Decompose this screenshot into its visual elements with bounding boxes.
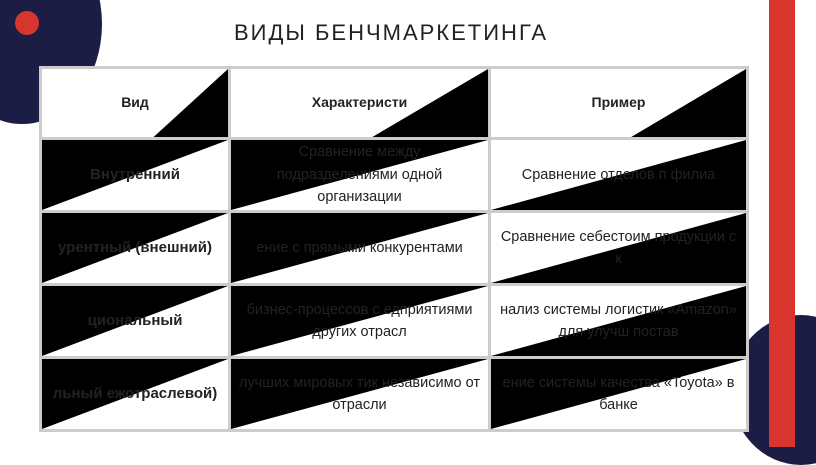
table-cell (231, 213, 488, 283)
table-row (42, 140, 746, 210)
table-cell (42, 286, 228, 356)
cell-text: циональный (87, 312, 183, 330)
cell-text: нализ системы логистик «Amazon» для улучш постав (500, 301, 737, 340)
table-cell (42, 213, 228, 283)
red-side-bar (769, 0, 795, 447)
header-label: Пример (591, 94, 646, 111)
cell-text: лучших мировых тик независимо от отрасли (238, 374, 481, 413)
header-cell (42, 69, 228, 137)
table-cell (491, 359, 746, 429)
red-dot (15, 11, 39, 35)
cell-text: Сравнение между подразделениями одной организации (276, 144, 443, 206)
table-row (42, 213, 746, 283)
header-cell (491, 69, 746, 137)
header-label: Вид (121, 94, 149, 111)
cell-text: бизнес-процессов с едприятиями других отрасл (246, 301, 473, 340)
cell-text: ение системы качества «Toyota» в банке (502, 374, 735, 413)
cell-text: ение с прямыми конкурентами (256, 239, 463, 256)
table-row (42, 359, 746, 429)
table-cell (491, 213, 746, 283)
table-cell (231, 286, 488, 356)
table-header-row (42, 69, 746, 137)
cell-text: урентный (внешний) (58, 239, 212, 257)
cell-text: Внутренний (90, 166, 180, 184)
table-cell (491, 286, 746, 356)
table-cell (42, 140, 228, 210)
header-label: Характеристи (311, 94, 408, 111)
slide-title: ВИДЫ БЕНЧМАРКЕТИНГА (234, 20, 549, 45)
table-row (42, 286, 746, 356)
header-cell (231, 69, 488, 137)
table-cell (42, 359, 228, 429)
cell-text: Сравнение себестоим продукции с к (500, 228, 737, 267)
benchmarking-table (39, 66, 749, 432)
cell-text: льный ежотраслевой) (52, 385, 218, 403)
cell-text: Сравнение отделов п филиа (521, 166, 716, 183)
table-cell (231, 359, 488, 429)
table-cell (231, 140, 488, 210)
table-cell (491, 140, 746, 210)
